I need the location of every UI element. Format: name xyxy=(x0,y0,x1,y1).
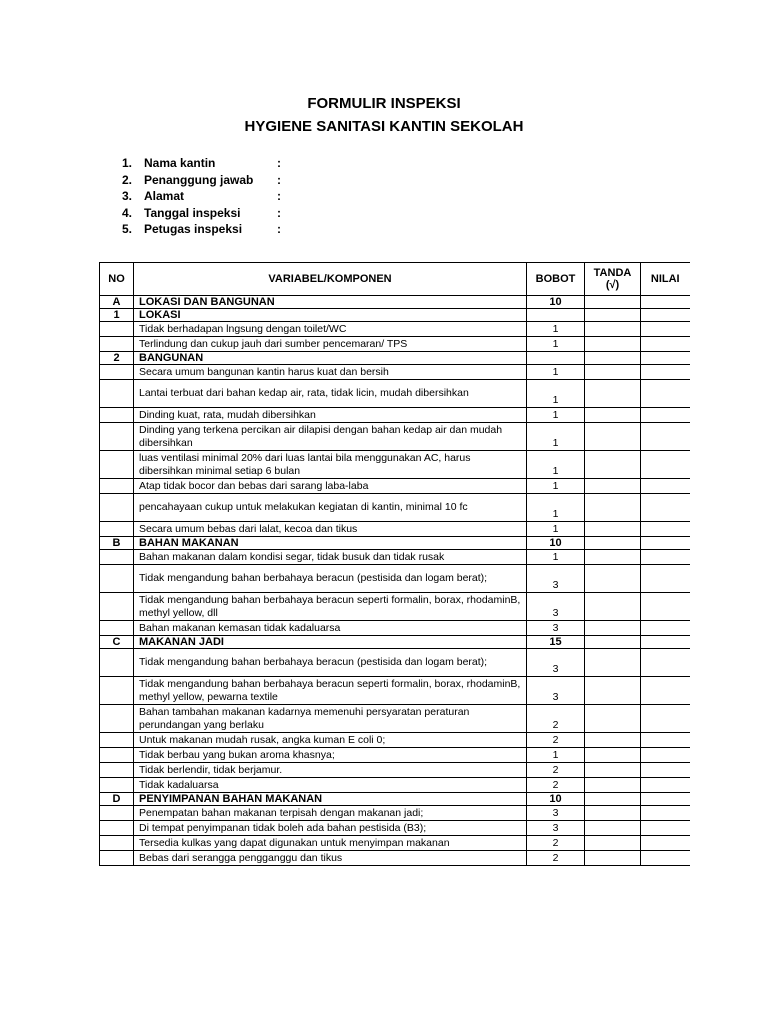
row-number xyxy=(100,821,134,836)
row-bobot: 3 xyxy=(527,565,585,593)
row-number xyxy=(100,423,134,451)
row-number xyxy=(100,806,134,821)
row-number xyxy=(100,621,134,636)
inspection-table xyxy=(99,262,690,866)
row-tanda-cell[interactable] xyxy=(585,408,641,423)
row-tanda-cell[interactable] xyxy=(585,621,641,636)
table-row xyxy=(100,851,690,866)
row-component: Di tempat penyimpanan tidak boleh ada bahan pestisida (B3); xyxy=(134,821,527,836)
row-number xyxy=(100,705,134,733)
row-bobot: 1 xyxy=(527,337,585,352)
section-row xyxy=(100,296,690,309)
row-nilai-cell[interactable] xyxy=(641,793,690,806)
row-component: Bebas dari serangga pengganggu dan tikus xyxy=(134,851,527,866)
table-row xyxy=(100,522,690,537)
info-field-row xyxy=(122,172,281,189)
row-number xyxy=(100,763,134,778)
row-nilai-cell[interactable] xyxy=(641,763,690,778)
row-bobot: 1 xyxy=(527,365,585,380)
row-tanda-cell[interactable] xyxy=(585,494,641,522)
row-tanda-cell[interactable] xyxy=(585,636,641,649)
header-no: NO xyxy=(100,263,134,296)
row-nilai-cell[interactable] xyxy=(641,479,690,494)
table-row xyxy=(100,365,690,380)
row-tanda-cell[interactable] xyxy=(585,522,641,537)
row-nilai-cell[interactable] xyxy=(641,636,690,649)
row-bobot: 1 xyxy=(527,748,585,763)
table-row xyxy=(100,479,690,494)
row-tanda-cell[interactable] xyxy=(585,748,641,763)
row-number xyxy=(100,565,134,593)
row-component: Tidak berlendir, tidak berjamur. xyxy=(134,763,527,778)
row-bobot: 3 xyxy=(527,593,585,621)
table-row xyxy=(100,451,690,479)
row-nilai-cell[interactable] xyxy=(641,296,690,309)
row-bobot: 2 xyxy=(527,705,585,733)
row-tanda-cell[interactable] xyxy=(585,423,641,451)
row-component: Untuk makanan mudah rusak, angka kuman E coli 0; xyxy=(134,733,527,748)
info-field-row xyxy=(122,188,281,205)
row-number xyxy=(100,748,134,763)
table-header-row xyxy=(100,263,690,296)
row-tanda-cell[interactable] xyxy=(585,352,641,365)
row-component: LOKASI DAN BANGUNAN xyxy=(134,296,527,309)
table-row xyxy=(100,763,690,778)
row-bobot: 1 xyxy=(527,408,585,423)
row-nilai-cell[interactable] xyxy=(641,522,690,537)
row-nilai-cell[interactable] xyxy=(641,380,690,408)
row-tanda-cell[interactable] xyxy=(585,550,641,565)
row-number xyxy=(100,337,134,352)
table-row xyxy=(100,565,690,593)
row-bobot: 3 xyxy=(527,621,585,636)
row-component: Terlindung dan cukup jauh dari sumber pencemaran/ TPS xyxy=(134,337,527,352)
row-tanda-cell[interactable] xyxy=(585,296,641,309)
row-tanda-cell[interactable] xyxy=(585,677,641,705)
row-number xyxy=(100,451,134,479)
form-subtitle: HYGIENE SANITASI KANTIN SEKOLAH xyxy=(244,118,524,135)
row-component: Lantai terbuat dari bahan kedap air, rata, tidak licin, mudah dibersihkan xyxy=(134,380,527,408)
info-field-label: Petugas inspeksi xyxy=(144,222,243,236)
row-nilai-cell[interactable] xyxy=(641,821,690,836)
row-number xyxy=(100,479,134,494)
row-number xyxy=(100,677,134,705)
row-component: Tidak mengandung bahan berbahaya beracun seperti formalin, borax, rhodaminB, methyl yellow, pewarna textile xyxy=(134,677,527,705)
row-tanda-cell[interactable] xyxy=(585,337,641,352)
row-component: luas ventilasi minimal 20% dari luas lantai bila menggunakan AC, harus dibersihkan minimal setiap 6 bulan xyxy=(134,451,527,479)
header-variabel: VARIABEL/KOMPONEN xyxy=(134,263,527,296)
section-row xyxy=(100,537,690,550)
section-row xyxy=(100,636,690,649)
row-nilai-cell[interactable] xyxy=(641,365,690,380)
row-number xyxy=(100,851,134,866)
row-bobot: 1 xyxy=(527,479,585,494)
row-nilai-cell[interactable] xyxy=(641,352,690,365)
row-component: Penempatan bahan makanan terpisah dengan makanan jadi; xyxy=(134,806,527,821)
row-component: Tersedia kulkas yang dapat digunakan untuk menyimpan makanan xyxy=(134,836,527,851)
row-component: Tidak kadaluarsa xyxy=(134,778,527,793)
header-bobot: BOBOT xyxy=(527,263,585,296)
table-row xyxy=(100,705,690,733)
row-tanda-cell[interactable] xyxy=(585,763,641,778)
info-field-colon: : xyxy=(277,222,281,236)
row-tanda-cell[interactable] xyxy=(585,793,641,806)
table-row xyxy=(100,778,690,793)
row-nilai-cell[interactable] xyxy=(641,806,690,821)
row-component: Tidak berhadapan lngsung dengan toilet/WC xyxy=(134,322,527,337)
row-component: Tidak mengandung bahan berbahaya beracun (pestisida dan logam berat); xyxy=(134,565,527,593)
row-tanda-cell[interactable] xyxy=(585,851,641,866)
row-number xyxy=(100,408,134,423)
row-bobot: 3 xyxy=(527,649,585,677)
row-bobot: 1 xyxy=(527,550,585,565)
row-bobot: 3 xyxy=(527,677,585,705)
row-component: BANGUNAN xyxy=(134,352,527,365)
row-nilai-cell[interactable] xyxy=(641,851,690,866)
row-number xyxy=(100,494,134,522)
row-bobot: 1 xyxy=(527,451,585,479)
info-field-row xyxy=(122,221,281,238)
row-number xyxy=(100,778,134,793)
row-tanda-cell[interactable] xyxy=(585,733,641,748)
row-nilai-cell[interactable] xyxy=(641,408,690,423)
row-bobot: 1 xyxy=(527,522,585,537)
row-component: Atap tidak bocor dan bebas dari sarang laba-laba xyxy=(134,479,527,494)
row-nilai-cell[interactable] xyxy=(641,621,690,636)
info-field-number: 5. xyxy=(122,222,133,236)
row-component: Tidak mengandung bahan berbahaya beracun (pestisida dan logam berat); xyxy=(134,649,527,677)
row-tanda-cell[interactable] xyxy=(585,322,641,337)
section-row xyxy=(100,352,690,365)
info-field-colon: : xyxy=(277,189,281,203)
row-bobot xyxy=(527,352,585,365)
table-row xyxy=(100,380,690,408)
info-field-label: Penanggung jawab xyxy=(144,172,254,187)
row-nilai-cell[interactable] xyxy=(641,494,690,522)
info-field-colon: : xyxy=(277,205,281,220)
row-number xyxy=(100,649,134,677)
row-component: Bahan makanan kemasan tidak kadaluarsa xyxy=(134,621,527,636)
info-field-number: 1. xyxy=(122,156,133,170)
row-nilai-cell[interactable] xyxy=(641,451,690,479)
row-number xyxy=(100,593,134,621)
table-row xyxy=(100,423,690,451)
row-bobot: 2 xyxy=(527,778,585,793)
table-row xyxy=(100,621,690,636)
row-tanda-cell[interactable] xyxy=(585,365,641,380)
row-nilai-cell[interactable] xyxy=(641,677,690,705)
row-tanda-cell[interactable] xyxy=(585,836,641,851)
row-component: PENYIMPANAN BAHAN MAKANAN xyxy=(134,793,527,806)
row-component: Secara umum bebas dari lalat, kecoa dan tikus xyxy=(134,522,527,537)
table-row xyxy=(100,806,690,821)
row-tanda-cell[interactable] xyxy=(585,380,641,408)
info-field-row xyxy=(122,155,281,172)
table-row xyxy=(100,649,690,677)
row-component: pencahayaan cukup untuk melakukan kegiatan di kantin, minimal 10 fc xyxy=(134,494,527,522)
row-component: Dinding yang terkena percikan air dilapisi dengan bahan kedap air dan mudah dibersihkan xyxy=(134,423,527,451)
table-row xyxy=(100,733,690,748)
row-number: D xyxy=(100,793,134,806)
table-row xyxy=(100,494,690,522)
row-bobot: 10 xyxy=(527,296,585,309)
info-field-colon: : xyxy=(277,172,281,187)
section-row xyxy=(100,309,690,322)
row-component: Bahan makanan dalam kondisi segar, tidak busuk dan tidak rusak xyxy=(134,550,527,565)
row-nilai-cell[interactable] xyxy=(641,733,690,748)
row-tanda-cell[interactable] xyxy=(585,565,641,593)
row-nilai-cell[interactable] xyxy=(641,537,690,550)
row-component: MAKANAN JADI xyxy=(134,636,527,649)
row-tanda-cell[interactable] xyxy=(585,451,641,479)
row-bobot xyxy=(527,309,585,322)
row-nilai-cell[interactable] xyxy=(641,565,690,593)
row-bobot: 2 xyxy=(527,836,585,851)
row-tanda-cell[interactable] xyxy=(585,705,641,733)
table-row xyxy=(100,337,690,352)
row-nilai-cell[interactable] xyxy=(641,705,690,733)
row-bobot: 1 xyxy=(527,380,585,408)
section-row xyxy=(100,793,690,806)
row-nilai-cell[interactable] xyxy=(641,593,690,621)
info-fields xyxy=(122,155,281,238)
row-bobot: 2 xyxy=(527,763,585,778)
info-field-label: Nama kantin xyxy=(144,156,216,170)
row-tanda-cell[interactable] xyxy=(585,806,641,821)
row-component: LOKASI xyxy=(134,309,527,322)
row-component: Dinding kuat, rata, mudah dibersihkan xyxy=(134,408,527,423)
table-row xyxy=(100,748,690,763)
row-number: 1 xyxy=(100,309,134,322)
row-component: Tidak mengandung bahan berbahaya beracun seperti formalin, borax, rhodaminB, methyl yellow, dll xyxy=(134,593,527,621)
row-tanda-cell[interactable] xyxy=(585,778,641,793)
form-title: FORMULIR INSPEKSI xyxy=(307,95,461,112)
row-number xyxy=(100,733,134,748)
row-bobot: 3 xyxy=(527,806,585,821)
info-field-number: 4. xyxy=(122,205,133,220)
row-tanda-cell[interactable] xyxy=(585,479,641,494)
row-nilai-cell[interactable] xyxy=(641,550,690,565)
table-row xyxy=(100,322,690,337)
table-row xyxy=(100,408,690,423)
row-nilai-cell[interactable] xyxy=(641,322,690,337)
row-bobot: 1 xyxy=(527,322,585,337)
row-number xyxy=(100,380,134,408)
row-number: C xyxy=(100,636,134,649)
table-row xyxy=(100,677,690,705)
table-row xyxy=(100,836,690,851)
row-nilai-cell[interactable] xyxy=(641,748,690,763)
row-bobot: 2 xyxy=(527,851,585,866)
info-field-colon: : xyxy=(277,156,281,170)
row-bobot: 15 xyxy=(527,636,585,649)
row-component: BAHAN MAKANAN xyxy=(134,537,527,550)
row-number: A xyxy=(100,296,134,309)
row-number xyxy=(100,550,134,565)
table-row xyxy=(100,593,690,621)
row-number xyxy=(100,522,134,537)
row-bobot: 1 xyxy=(527,423,585,451)
header-tanda: TANDA (√) xyxy=(585,263,641,296)
row-tanda-cell[interactable] xyxy=(585,537,641,550)
row-number: B xyxy=(100,537,134,550)
info-field-label: Alamat xyxy=(144,189,185,203)
row-bobot: 3 xyxy=(527,821,585,836)
row-number: 2 xyxy=(100,352,134,365)
row-nilai-cell[interactable] xyxy=(641,423,690,451)
header-nilai: NILAI xyxy=(641,263,690,296)
row-component: Secara umum bangunan kantin harus kuat dan bersih xyxy=(134,365,527,380)
row-nilai-cell[interactable] xyxy=(641,309,690,322)
row-bobot: 1 xyxy=(527,494,585,522)
row-number xyxy=(100,322,134,337)
row-tanda-cell[interactable] xyxy=(585,821,641,836)
table-row xyxy=(100,821,690,836)
row-nilai-cell[interactable] xyxy=(641,778,690,793)
info-field-row xyxy=(122,205,281,222)
row-component: Bahan tambahan makanan kadarnya memenuhi persyaratan peraturan perundangan yang berlaku xyxy=(134,705,527,733)
row-bobot: 10 xyxy=(527,793,585,806)
row-bobot: 2 xyxy=(527,733,585,748)
row-nilai-cell[interactable] xyxy=(641,337,690,352)
row-nilai-cell[interactable] xyxy=(641,649,690,677)
row-tanda-cell[interactable] xyxy=(585,309,641,322)
row-number xyxy=(100,365,134,380)
row-component: Tidak berbau yang bukan aroma khasnya; xyxy=(134,748,527,763)
info-field-number: 3. xyxy=(122,189,133,203)
table-row xyxy=(100,550,690,565)
info-field-number: 2. xyxy=(122,172,133,187)
row-nilai-cell[interactable] xyxy=(641,836,690,851)
row-bobot: 10 xyxy=(527,537,585,550)
row-tanda-cell[interactable] xyxy=(585,649,641,677)
info-field-label: Tanggal inspeksi xyxy=(144,205,241,220)
row-tanda-cell[interactable] xyxy=(585,593,641,621)
row-number xyxy=(100,836,134,851)
